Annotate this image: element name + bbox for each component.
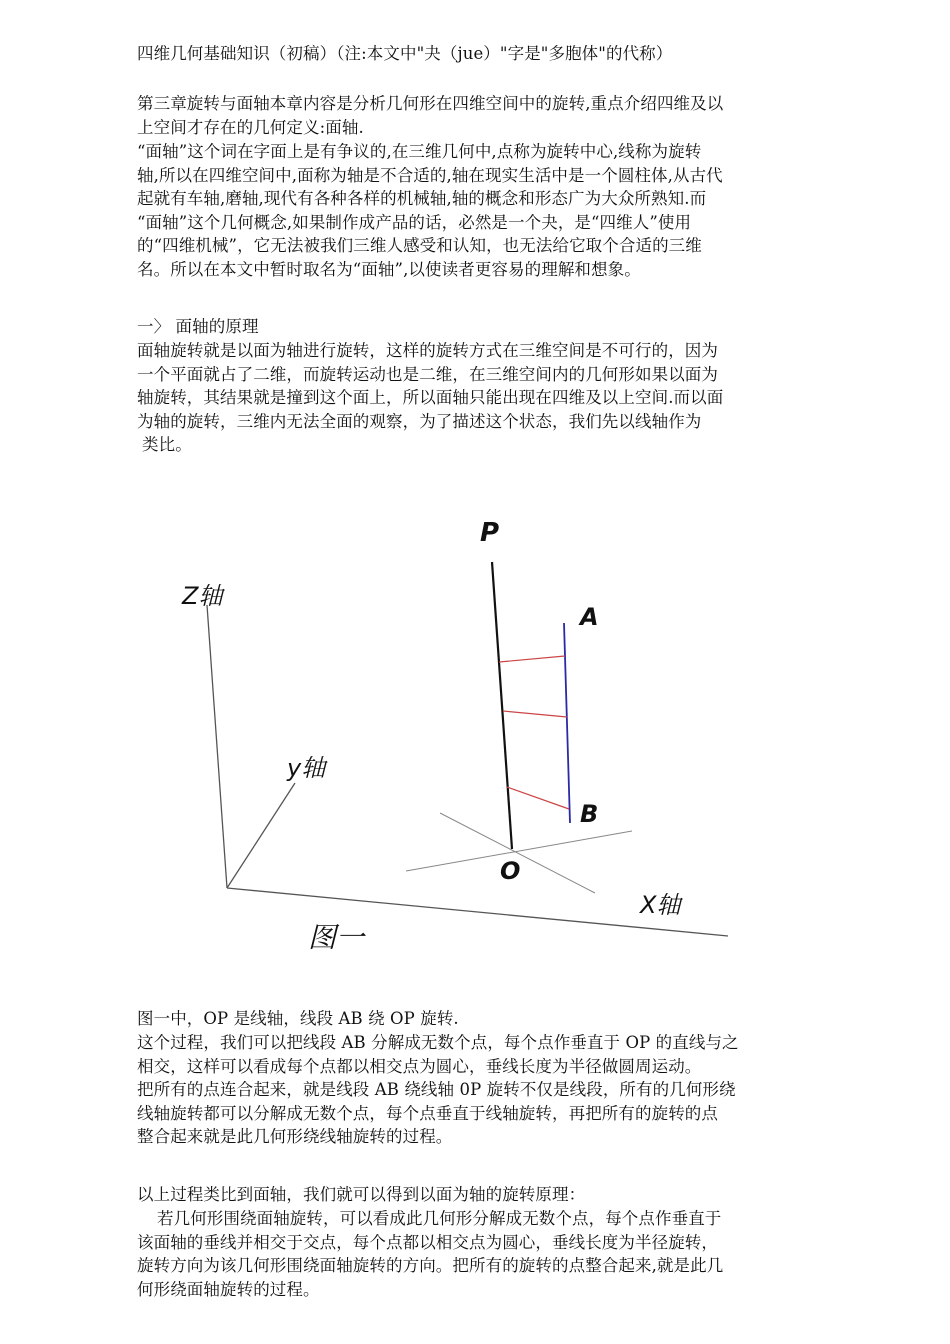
paragraph-line: 一个平面就占了二维，而旋转运动也是二维，在三维空间内的几何形如果以面为 xyxy=(137,364,718,384)
document-title xyxy=(137,42,817,66)
label-o: O xyxy=(500,857,521,885)
process-paragraph xyxy=(137,1031,817,1149)
figure-line-axis-rotation xyxy=(150,505,750,975)
perpendicular-line xyxy=(499,656,565,662)
label-a: A xyxy=(580,603,599,631)
figure-caption-text xyxy=(137,1007,817,1031)
perpendiculars xyxy=(499,656,569,809)
label-x-axis: X轴 xyxy=(640,891,681,919)
paragraph-line: 起就有车轴,磨轴,现代有各种各样的机械轴,轴的概念和形态广为大众所熟知.而 xyxy=(137,189,707,208)
paragraph-line: 何形绕面轴旋转的过程。 xyxy=(137,1279,320,1299)
paragraph-line: 轴,所以在四维空间中,面称为轴是不合适的,轴在现实生活中是一个圆柱体,从古代 xyxy=(137,165,723,185)
paragraph-line: “面轴”这个几何概念,如果制作成产品的话，必然是一个夬，是“四维人”使用 xyxy=(137,212,692,232)
label-y-axis: y轴 xyxy=(287,754,326,782)
paragraph-line: 类比。 xyxy=(142,435,192,454)
title-line: 四维几何基础知识（初稿）（注:本文中"夬（jue）"字是"多胞体"的代称） xyxy=(137,44,673,63)
paragraph-line: 这个过程，我们可以把线段 AB 分解成无数个点，每个点作垂直于 OP 的直线与之 xyxy=(137,1033,739,1052)
paragraph-line: 该面轴的垂线并相交于交点，每个点都以相交点为圆心，垂线长度为半径旋转， xyxy=(137,1232,718,1252)
paragraph-line: 为轴的旋转，三维内无法全面的观察，为了描述这个状态，我们先以线轴作为 xyxy=(137,411,702,431)
chapter-intro xyxy=(137,92,817,139)
paragraph-line: 若几何形围绕面轴旋转，可以看成此几何形分解成无数个点，每个点作垂直于 xyxy=(157,1209,722,1228)
segment-ab xyxy=(564,623,570,823)
paragraph-line: 面轴旋转就是以面为轴进行旋转，这样的旋转方式在三维空间是不可行的，因为 xyxy=(137,341,718,360)
paragraph-line: 相交，这样可以看成每个点都以相交点为圆心，垂线长度为半径做圆周运动。 xyxy=(137,1056,702,1076)
paragraph-line: 轴旋转，其结果就是撞到这个面上，所以面轴只能出现在四维及以上空间.而以面 xyxy=(137,388,724,407)
y-axis-line xyxy=(227,783,295,888)
coordinate-frame xyxy=(207,605,728,936)
paragraph-line: 把所有的点连合起来，就是线段 AB 绕线轴 0P 旋转不仅是线段，所有的几何形绕 xyxy=(137,1080,736,1099)
label-p: P xyxy=(480,518,500,548)
line-axis-op xyxy=(492,562,512,849)
paragraph-line: 第三章旋转与面轴本章内容是分析几何形在四维空间中的旋转,重点介绍四维及以 xyxy=(137,94,724,113)
paragraph-line: 旋转方向为该几何形围绕面轴旋转的方向。把所有的旋转的点整合起来,就是此几 xyxy=(137,1256,724,1275)
analogy-paragraph xyxy=(137,1207,817,1301)
label-z-axis: Z轴 xyxy=(182,582,223,610)
paragraph-line: 图一中，OP 是线轴，线段 AB 绕 OP 旋转. xyxy=(137,1009,459,1028)
paragraph-line: 的“四维机械”，它无法被我们三维人感受和认知，也无法给它取个合适的三维 xyxy=(137,236,702,255)
figure-caption-label: 图一 xyxy=(308,921,365,954)
axis-term-paragraph xyxy=(137,140,817,281)
paragraph-line: 整合起来就是此几何形绕线轴旋转的过程。 xyxy=(137,1127,453,1146)
heading-text: 一〉 面轴的原理 xyxy=(137,317,259,336)
perpendicular-line xyxy=(503,711,567,717)
paragraph-line: 线轴旋转都可以分解成无数个点，每个点垂直于线轴旋转，再把所有的旋转的点 xyxy=(137,1103,718,1123)
label-b: B xyxy=(580,800,599,828)
paragraph-line: 上空间才存在的几何定义:面轴. xyxy=(137,117,364,137)
z-axis-line xyxy=(207,605,227,888)
paragraph-line: 以上过程类比到面轴，我们就可以得到以面为轴的旋转原理： xyxy=(137,1185,586,1204)
section-paragraph xyxy=(137,339,817,457)
analogy-intro xyxy=(137,1183,817,1207)
paragraph-line: “面轴”这个词在字面上是有争议的,在三维几何中,点称为旋转中心,线称为旋转 xyxy=(137,142,702,161)
perpendicular-line xyxy=(507,787,569,809)
section-heading xyxy=(137,315,817,339)
paragraph-line: 名。所以在本文中暂时取名为“面轴”,以使读者更容易的理解和想象。 xyxy=(137,259,641,279)
